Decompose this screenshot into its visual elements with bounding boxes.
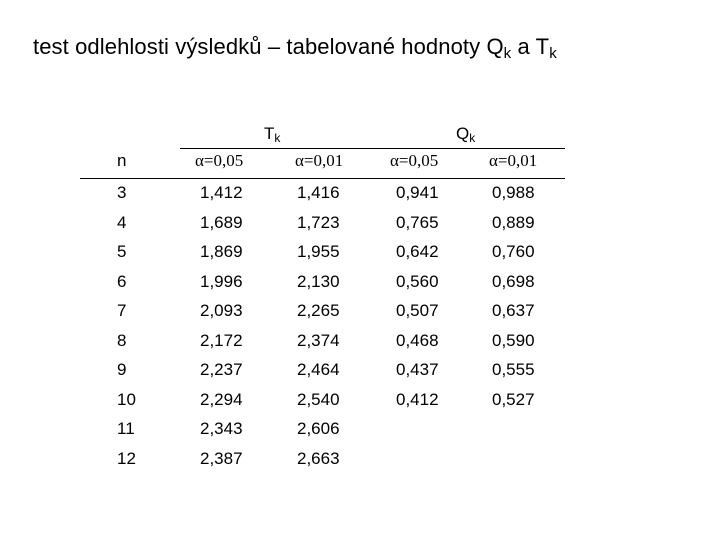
cell-q-001: 0,698 xyxy=(492,271,535,291)
cell-n: 12 xyxy=(117,448,136,468)
cell-t-001: 1,955 xyxy=(297,242,340,261)
table-row xyxy=(0,449,720,479)
table-body xyxy=(0,183,720,478)
title-middle: a T xyxy=(511,34,550,59)
cell-t-001: 2,540 xyxy=(297,389,340,409)
table-row xyxy=(0,183,720,213)
column-header-rule xyxy=(80,178,565,179)
cell-t-001: 2,606 xyxy=(297,419,340,438)
cell-n: 4 xyxy=(117,212,127,232)
cell-t-001: 2,663 xyxy=(297,448,340,468)
cell-t-005: 2,343 xyxy=(200,419,243,438)
group-symbol-t: T xyxy=(264,124,275,143)
cell-q-005: 0,642 xyxy=(396,242,439,261)
table-row xyxy=(0,272,720,302)
cell-t-005: 2,294 xyxy=(200,389,243,409)
cell-q-005: 0,765 xyxy=(396,212,439,232)
group-label-qk xyxy=(456,124,475,144)
group-subscript-q: k xyxy=(469,131,476,145)
cell-q-001: 0,760 xyxy=(492,242,535,261)
cell-t-001: 1,416 xyxy=(297,183,340,202)
cell-t-005: 2,172 xyxy=(200,330,243,350)
cell-t-005: 1,412 xyxy=(200,183,243,202)
cell-n: 7 xyxy=(117,301,127,320)
header-q-alpha-001: α=0,01 xyxy=(489,151,538,170)
header-t-alpha-001: α=0,01 xyxy=(295,151,344,170)
cell-t-001: 2,464 xyxy=(297,360,340,379)
group-symbol-q: Q xyxy=(456,124,470,143)
group-label-tk xyxy=(264,124,280,144)
cell-t-001: 2,374 xyxy=(297,330,340,350)
header-t-alpha-005: α=0,05 xyxy=(195,151,244,170)
group-subscript-t: k xyxy=(274,131,281,145)
cell-q-001: 0,590 xyxy=(492,330,535,350)
cell-n: 10 xyxy=(117,389,136,409)
cell-q-001: 0,889 xyxy=(492,212,535,232)
title-main: test odlehlosti výsledků – tabelované hodnoty Q xyxy=(33,34,504,59)
cell-q-005: 0,468 xyxy=(396,330,439,350)
cell-q-001: 0,555 xyxy=(492,360,535,379)
cell-q-001: 0,988 xyxy=(492,183,535,202)
cell-n: 8 xyxy=(117,330,127,350)
cell-n: 11 xyxy=(117,419,135,438)
cell-q-001: 0,527 xyxy=(492,389,535,409)
cell-q-005: 0,941 xyxy=(396,183,439,202)
group-header-rule xyxy=(180,148,565,149)
cell-t-005: 2,387 xyxy=(200,448,243,468)
slide-title xyxy=(33,34,557,60)
table-row xyxy=(0,331,720,361)
cell-t-001: 2,265 xyxy=(297,301,340,320)
cell-n: 5 xyxy=(117,242,127,261)
cell-t-001: 2,130 xyxy=(297,271,340,291)
cell-q-005: 0,437 xyxy=(396,360,439,379)
table-row xyxy=(0,213,720,243)
cell-t-005: 1,869 xyxy=(200,242,243,261)
cell-n: 9 xyxy=(117,360,127,379)
cell-n: 3 xyxy=(117,183,127,202)
title-subscript-t: k xyxy=(549,45,557,62)
header-q-alpha-005: α=0,05 xyxy=(390,151,439,170)
cell-t-005: 2,237 xyxy=(200,360,243,379)
cell-q-005: 0,560 xyxy=(396,271,439,291)
cell-t-005: 1,689 xyxy=(200,212,243,232)
cell-t-005: 1,996 xyxy=(200,271,243,291)
header-n: n xyxy=(117,151,127,170)
table-row xyxy=(0,419,720,449)
cell-q-005: 0,412 xyxy=(396,389,439,409)
table-row xyxy=(0,390,720,420)
cell-t-005: 2,093 xyxy=(200,301,243,320)
title-subscript-q: k xyxy=(503,45,512,62)
table-row xyxy=(0,360,720,390)
table-row xyxy=(0,242,720,272)
cell-n: 6 xyxy=(117,271,127,291)
cell-q-001: 0,637 xyxy=(492,301,535,320)
cell-q-005: 0,507 xyxy=(396,301,439,320)
table-row xyxy=(0,301,720,331)
cell-t-001: 1,723 xyxy=(297,212,340,232)
